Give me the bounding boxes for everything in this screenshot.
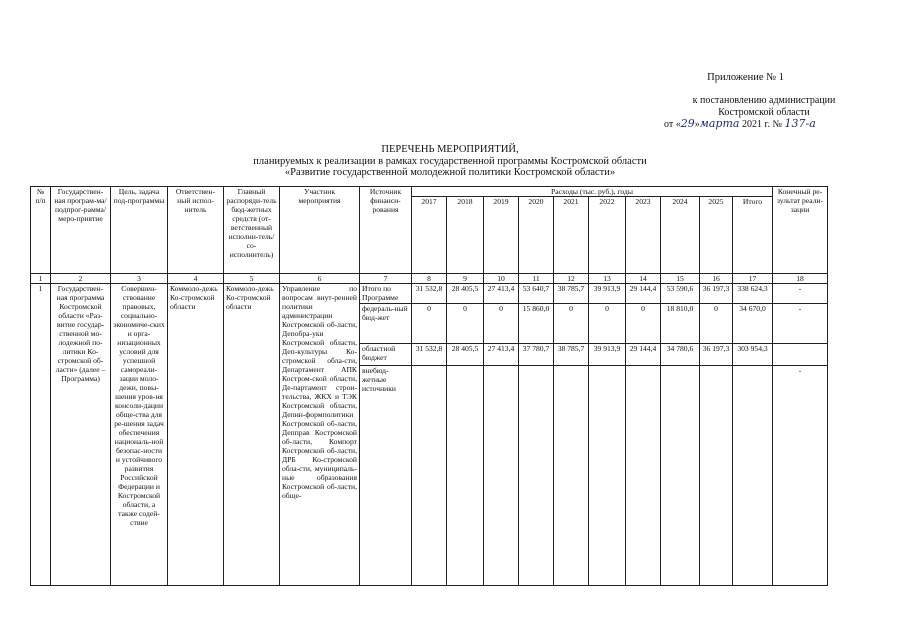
header-result: Конечный ре-зультат реали-зации (773, 187, 828, 274)
header-manager: Главный распоряди-тель бюд-жетных средств (от-ветственный исполни-тель/со-исполнитель) (224, 187, 280, 274)
value-cell: 27 413,4 (484, 344, 519, 366)
header-responsible: Ответствен-ный испол-нитель (168, 187, 224, 274)
activities-table (30, 186, 828, 586)
heading-subtitle: планируемых к реализации в рамках государственной программы Костромской области (253, 155, 647, 167)
decree-line-2: Костромской области (718, 106, 810, 118)
table-row (31, 284, 828, 304)
value-cell: 53 640,7 (519, 284, 554, 304)
result-cell (773, 344, 828, 366)
row-goal: Совершен-ствование правовых, социально-экономиче-ских и орга-низационных условий для успешной самореали-зации моло-дежи, повы-шения уров-ня консоли-дации обще-ства для ре-шения задач обеспечения националь-ной безопас-ности и устойчивого развития Российской Федерации и Костромской области, а также содей-ствие (111, 284, 168, 586)
value-cell (412, 366, 447, 586)
value-cell (700, 366, 733, 586)
value-cell: 39 913,9 (589, 344, 626, 366)
value-cell (447, 366, 484, 586)
header-year: 2017 (412, 197, 447, 274)
header-program: Государствен-ная програм-ма/подпрог-рамма/меро-приятие (51, 187, 111, 274)
row-responsible: Коммоло-дежь Ко-стромской области (168, 284, 224, 586)
row-num: 1 (31, 284, 51, 586)
col-number: 8 (412, 274, 447, 284)
col-number: 9 (447, 274, 484, 284)
col-number: 6 (280, 274, 360, 284)
value-cell: 29 144,4 (626, 284, 661, 304)
decree-reference (664, 95, 864, 131)
header-year: 2023 (626, 197, 661, 274)
col-number: 1 (31, 274, 51, 284)
col-number: 10 (484, 274, 519, 284)
header-source: Источник финанси-рования (360, 187, 412, 274)
source-name: областной бюджет (360, 344, 412, 366)
col-number: 11 (519, 274, 554, 284)
value-cell (519, 366, 554, 586)
decree-month: марта (699, 117, 740, 130)
header-year: 2022 (589, 197, 626, 274)
col-number: 18 (773, 274, 828, 284)
heading-title: ПЕРЕЧЕНЬ МЕРОПРИЯТИЙ, (381, 144, 519, 155)
source-name: федераль-ный бюд-жет (360, 304, 412, 344)
value-cell: 0 (700, 304, 733, 344)
result-cell: - (773, 304, 828, 344)
row-participant: Управление по вопросам внут-ренней политики администрации Костромской об-ласти, Депобра-уки Костромской области, Деп-культуры Ко-стромской обла-сти, Департамент АПК Костром-ской области, Де-партамент строи-тельства, ЖКХ и ТЭК Костромской области, Депин-формполитики Костромской об-ласти, Депправ Костромской об-ласти, Компорт Костромской об-ласти, ДРБ Ко-стромской обла-сти, муниципаль-ные образования Костромской об-ласти, обще- (280, 284, 360, 586)
col-number: 5 (224, 274, 280, 284)
col-number: 2 (51, 274, 111, 284)
col-number: 14 (626, 274, 661, 284)
value-cell: 338 624,3 (733, 284, 773, 304)
value-cell (554, 366, 589, 586)
value-cell: 36 197,3 (700, 344, 733, 366)
decree-number: 137-а (784, 117, 816, 130)
decree-mid: » (694, 119, 700, 130)
value-cell: 0 (412, 304, 447, 344)
header-year: 2024 (661, 197, 700, 274)
col-number: 7 (360, 274, 412, 284)
decree-line-3 (664, 118, 864, 131)
header-total: Итого (733, 197, 773, 274)
source-name: внебюд-жетные источники (360, 366, 412, 586)
col-number: 15 (661, 274, 700, 284)
decree-year: 2021 г. № (741, 119, 782, 130)
value-cell (589, 366, 626, 586)
value-cell: 27 413,4 (484, 284, 519, 304)
col-number: 12 (554, 274, 589, 284)
result-cell: - (773, 284, 828, 304)
value-cell: 0 (447, 304, 484, 344)
value-cell: 38 785,7 (554, 344, 589, 366)
decree-prefix: от « (664, 119, 681, 130)
header-expenses: Расходы (тыс. руб.), годы (412, 187, 773, 197)
value-cell: 38 785,7 (554, 284, 589, 304)
col-number: 17 (733, 274, 773, 284)
value-cell: 37 780,7 (519, 344, 554, 366)
document-heading (0, 144, 900, 179)
header-year: 2021 (554, 197, 589, 274)
result-cell: - (773, 366, 828, 586)
col-number: 13 (589, 274, 626, 284)
value-cell: 18 810,0 (661, 304, 700, 344)
decree-day: 29 (680, 117, 695, 130)
col-number: 4 (168, 274, 224, 284)
value-cell: 303 954,3 (733, 344, 773, 366)
decree-line-1: к постановлению администрации (692, 95, 836, 106)
header-year: 2025 (700, 197, 733, 274)
value-cell: 28 405,5 (447, 344, 484, 366)
value-cell: 28 405,5 (447, 284, 484, 304)
value-cell (733, 366, 773, 586)
row-program: Государствен-ная программа Костромской области «Раз-витие государ-ственной мо-лодежной по-литики Ко-стромской об-ласти» (далее – Программа) (51, 284, 111, 586)
col-number: 16 (700, 274, 733, 284)
value-cell: 53 590,6 (661, 284, 700, 304)
value-cell: 39 913,9 (589, 284, 626, 304)
value-cell: 29 144,4 (626, 344, 661, 366)
value-cell (626, 366, 661, 586)
value-cell: 0 (589, 304, 626, 344)
header-year: 2018 (447, 197, 484, 274)
header-year: 2020 (519, 197, 554, 274)
header-year: 2019 (484, 197, 519, 274)
header-num: № п/п (31, 187, 51, 274)
value-cell (484, 366, 519, 586)
appendix-label: Приложение № 1 (707, 72, 784, 83)
value-cell: 0 (626, 304, 661, 344)
value-cell: 36 197,3 (700, 284, 733, 304)
header-goal: Цель, задача под-программы (111, 187, 168, 274)
value-cell: 31 532,8 (412, 284, 447, 304)
heading-program: «Развитие государственной молодежной политики Костромской области» (284, 167, 616, 178)
header-participant: Участник мероприятия (280, 187, 360, 274)
value-cell: 34 780,6 (661, 344, 700, 366)
value-cell: 31 532,8 (412, 344, 447, 366)
value-cell: 34 670,0 (733, 304, 773, 344)
value-cell (661, 366, 700, 586)
row-manager: Коммоло-дежь Ко-стромской области (224, 284, 280, 586)
col-number: 3 (111, 274, 168, 284)
value-cell: 0 (484, 304, 519, 344)
value-cell: 15 860,0 (519, 304, 554, 344)
source-name: Итого по Программе (360, 284, 412, 304)
value-cell: 0 (554, 304, 589, 344)
